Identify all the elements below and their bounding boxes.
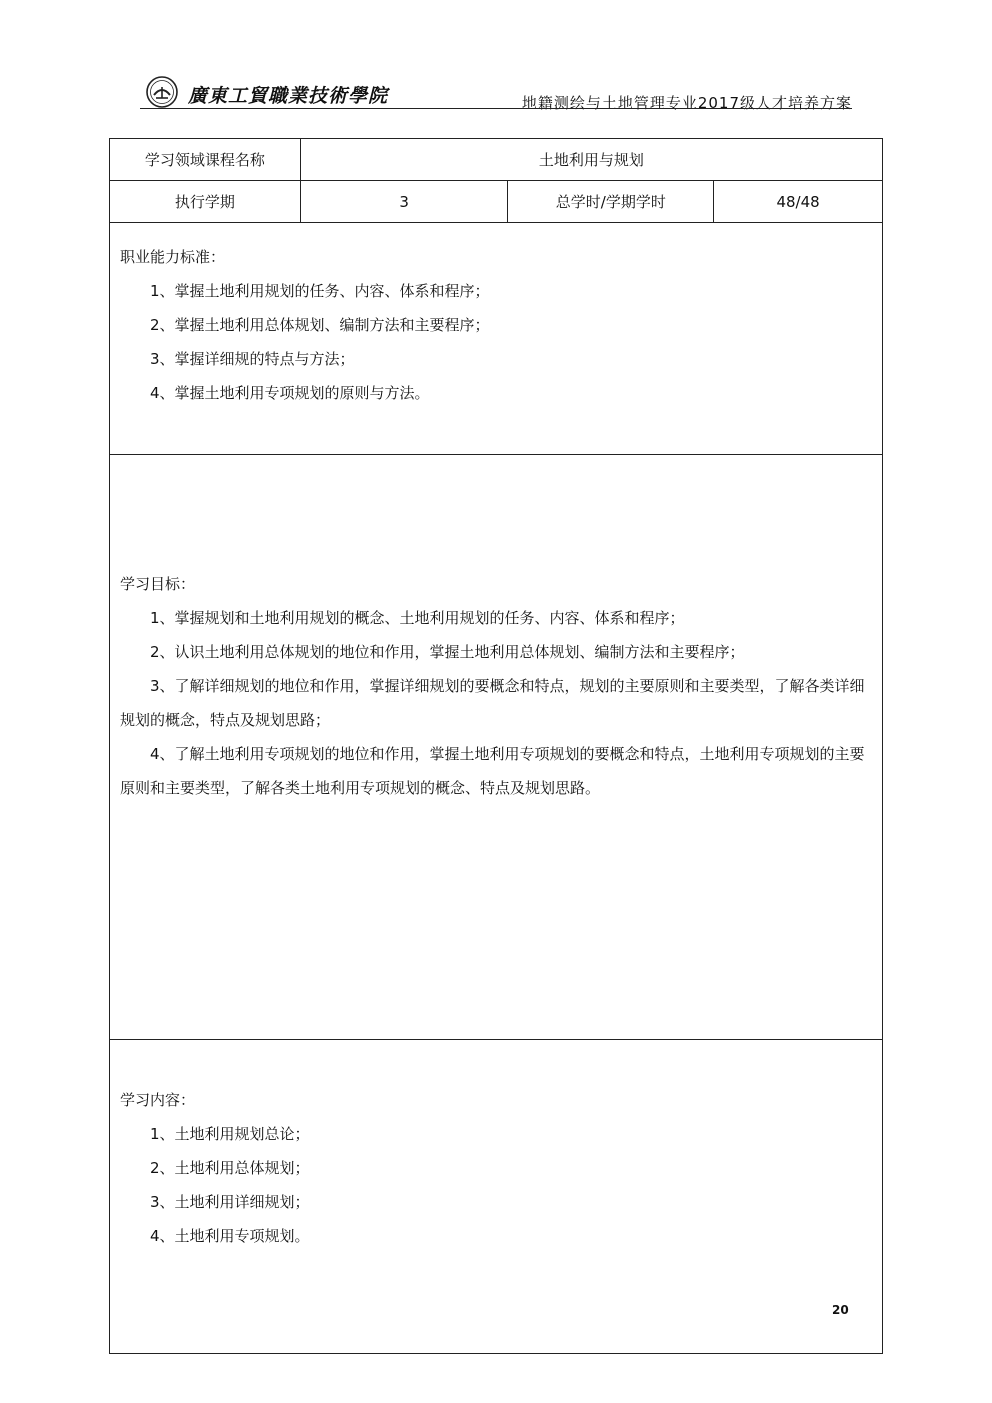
objectives-row <box>110 455 883 1040</box>
standards-item: 2、掌握土地利用总体规划、编制方法和主要程序； <box>150 316 490 334</box>
content-item: 3、土地利用详细规划； <box>150 1193 310 1211</box>
objectives-item: 2、认识土地利用总体规划的地位和作用，掌握土地利用总体规划、编制方法和主要程序； <box>150 643 745 661</box>
content-row <box>110 1040 883 1354</box>
course-name-label: 学习领域课程名称 <box>110 139 301 181</box>
semester-label: 执行学期 <box>110 181 301 223</box>
school-logo-icon <box>146 76 178 108</box>
standards-item: 3、掌握详细规的特点与方法； <box>150 350 355 368</box>
objectives-item: 4、了解土地利用专项规划的地位和作用，掌握土地利用专项规划的要概念和特点，土地利用专项规划的主要原则和主要类型，了解各类土地利用专项规划的概念、特点及规划思路。 <box>120 745 865 797</box>
content-item: 1、土地利用规划总论； <box>150 1125 310 1143</box>
page-header <box>140 70 852 110</box>
content-heading: 学习内容： <box>120 1091 196 1109</box>
content-item: 4、土地利用专项规划。 <box>150 1227 310 1245</box>
semester-row <box>110 181 883 223</box>
hours-value: 48/48 <box>714 181 883 223</box>
course-name-row <box>110 139 883 181</box>
objectives-item: 1、掌握规划和土地利用规划的概念、土地利用规划的任务、内容、体系和程序； <box>150 609 685 627</box>
standards-row <box>110 223 883 455</box>
course-table <box>109 138 883 1354</box>
document-title: 地籍测绘与土地管理专业2017级人才培养方案 <box>521 94 852 112</box>
content-section <box>110 1040 883 1354</box>
course-name-value: 土地利用与规划 <box>300 139 882 181</box>
page-number: 20 <box>832 1303 849 1317</box>
objectives-heading: 学习目标： <box>120 575 196 593</box>
standards-heading: 职业能力标准： <box>120 248 226 266</box>
objectives-section <box>110 455 883 1040</box>
standards-item: 1、掌握土地利用规划的任务、内容、体系和程序； <box>150 282 490 300</box>
content-item: 2、土地利用总体规划； <box>150 1159 310 1177</box>
header-divider <box>140 108 852 109</box>
objectives-item: 3、了解详细规划的地位和作用，掌握详细规划的要概念和特点，规划的主要原则和主要类型，了解各类详细规划的概念，特点及规划思路； <box>120 677 865 729</box>
standards-item: 4、掌握土地利用专项规划的原则与方法。 <box>150 384 430 402</box>
school-name: 廣東工貿職業技術學院 <box>188 85 389 107</box>
hours-label: 总学时/学期学时 <box>508 181 714 223</box>
semester-value: 3 <box>300 181 508 223</box>
standards-section <box>110 223 883 455</box>
